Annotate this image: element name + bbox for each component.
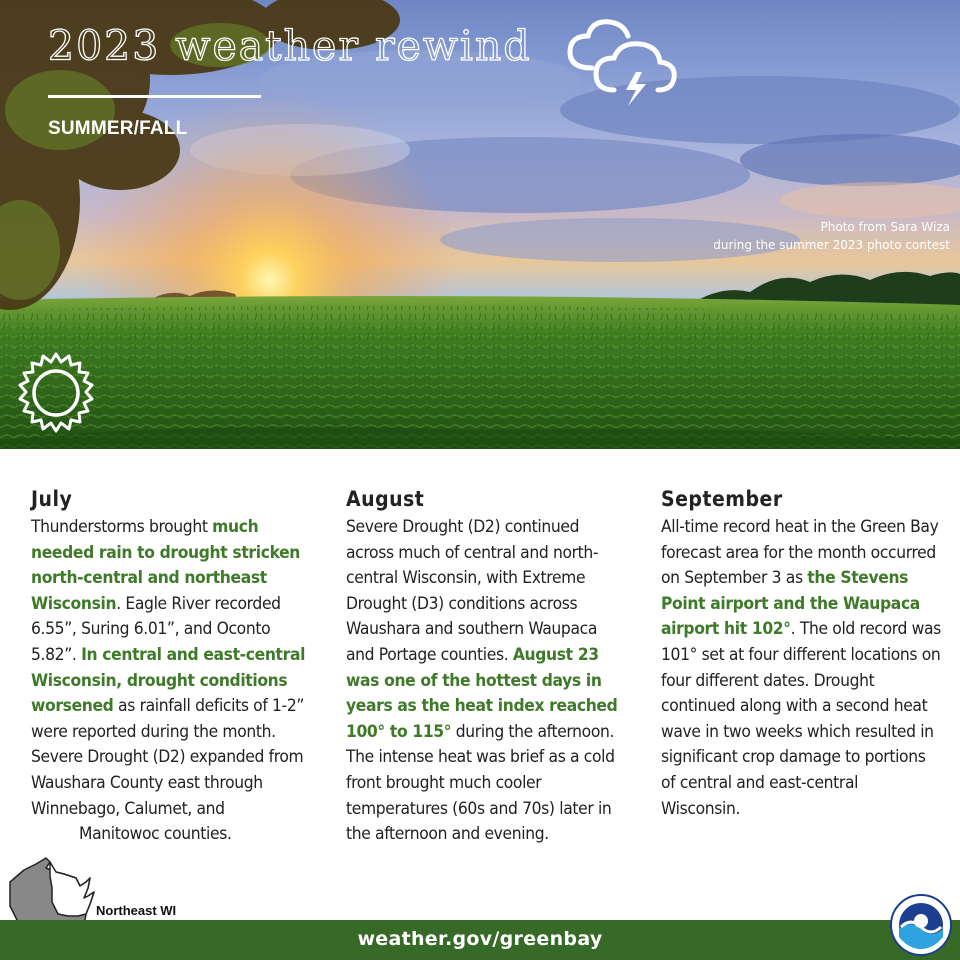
text-run: during the afternoon. The intense heat was brief as a cold front brought much cooler temperatures (60s and 70s) later in the afternoon and evening. — [346, 721, 615, 845]
highlighted-text: the Stevens Point airport and the Waupaca airport hit 102° — [661, 568, 920, 640]
page-title: 2023 weather rewind — [48, 22, 532, 70]
title-divider — [48, 95, 261, 98]
text-run: as rainfall deficits of 1-2” were reported during the month. Severe Drought (D2) expanded from Waushara County east through Winnebago, Calumet, and — [31, 696, 305, 819]
september-column — [661, 485, 941, 822]
highlighted-text: In central and east-central Wisconsin, drought conditions worsened — [31, 644, 306, 717]
text-run: Thunderstorms brought — [31, 517, 213, 537]
season-subtitle: SUMMER/FALL — [48, 118, 188, 139]
august-column — [346, 485, 626, 848]
photo-credit-line: Photo from Sara Wiza — [820, 220, 950, 234]
september-text — [661, 515, 941, 822]
august-text — [346, 515, 626, 848]
month-heading: August — [346, 487, 425, 511]
footer-bar — [0, 920, 960, 960]
map-label: Northeast WI — [96, 903, 177, 918]
month-heading: September — [661, 487, 783, 511]
july-column — [31, 485, 311, 848]
month-heading: July — [31, 487, 73, 511]
hero-photo — [0, 0, 960, 449]
text-run: . The old record was 101° set at four different locations on four different dates. Drought continued along with a second heat wave in two weeks which resulted in significant crop damage to portions of central and east-central Wisconsin. — [661, 619, 941, 819]
text-run: . Eagle River recorded 6.55”, Suring 6.01”, and Oconto 5.82”. — [31, 593, 281, 665]
photo-credit — [713, 218, 950, 254]
website-link[interactable]: weather.gov/greenbay — [357, 928, 603, 950]
july-text — [31, 515, 311, 822]
noaa-logo — [889, 893, 953, 960]
highlighted-text: August 23 was one of the hottest days in years as the heat index reached 100° to 115° — [346, 644, 618, 742]
highlighted-text: much needed rain to drought stricken north-central and northeast Wisconsin — [31, 517, 301, 614]
text-run: Severe Drought (D2) continued across much of central and north-central Wisconsin, with Extreme Drought (D3) conditions across Waushara and southern Waupaca and Portage counties. — [346, 517, 599, 665]
text-run: All-time record heat in the Green Bay forecast area for the month occurred on September 3 as — [661, 517, 939, 589]
july-text-end: Manitowoc counties. — [79, 824, 232, 845]
photo-credit-line: during the summer 2023 photo contest — [713, 238, 950, 252]
